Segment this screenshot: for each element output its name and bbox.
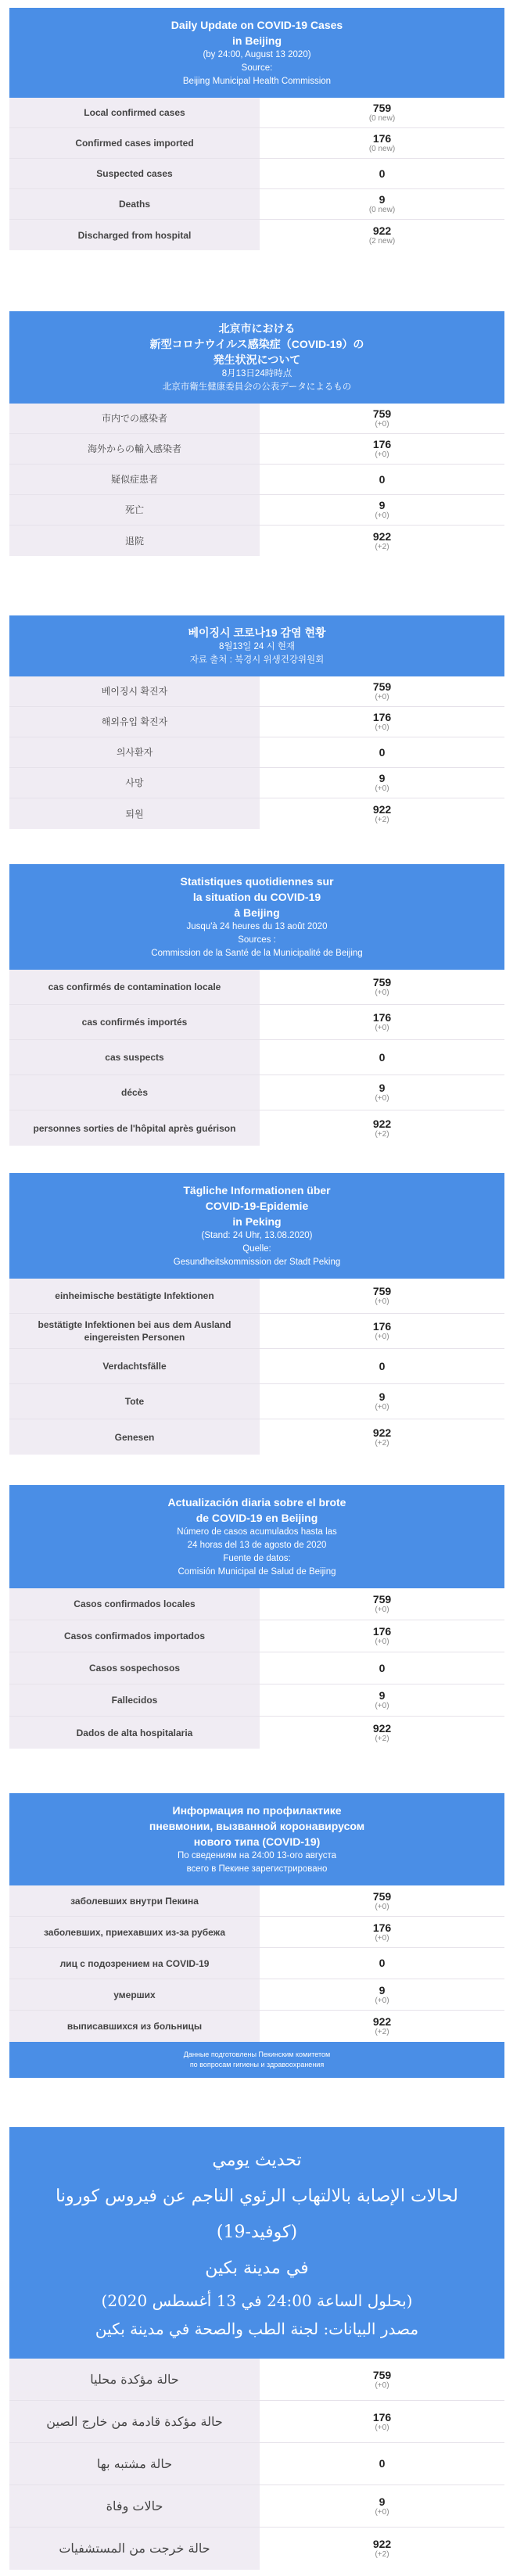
row-value: 176 <box>372 1921 392 1934</box>
table-row <box>9 1588 504 1620</box>
row-delta: (+2) <box>375 2028 389 2036</box>
row-label: décès <box>9 1075 260 1110</box>
row-value-cell <box>260 2443 504 2485</box>
row-value: 176 <box>372 132 392 145</box>
row-value: 759 <box>372 102 392 114</box>
row-delta: (+0) <box>375 1297 389 1306</box>
row-value: 922 <box>372 1117 392 1130</box>
table-row <box>9 2359 504 2401</box>
row-delta: (+0) <box>375 2380 389 2390</box>
card-header <box>9 1485 504 1588</box>
row-value: 176 <box>372 1011 392 1024</box>
table-row <box>9 1717 504 1749</box>
table-row <box>9 2443 504 2485</box>
row-value-cell <box>260 159 504 188</box>
footer-line: Данные подготовлены Пекинским комитетом <box>183 2050 331 2058</box>
header-sub-line: 8月13日24時時点 <box>221 369 292 379</box>
header-sub-line: Gesundheitskommission der Stadt Peking <box>173 1258 341 1267</box>
row-label: حالة مشتبه بها <box>9 2443 260 2485</box>
row-value-cell <box>260 1075 504 1110</box>
table-row <box>9 737 504 768</box>
row-value: 0 <box>379 1957 386 1969</box>
row-value: 759 <box>372 1889 392 1903</box>
row-value-cell <box>260 434 504 464</box>
row-label: Fallecidos <box>9 1684 260 1716</box>
header-title-line: de COVID-19 en Beijing <box>196 1512 318 1524</box>
header-title-line: في مدينة بكين <box>205 2258 309 2278</box>
table-row <box>9 1885 504 1917</box>
table-row <box>9 1040 504 1075</box>
row-delta: (+0) <box>375 784 389 793</box>
header-sub-line: Comisión Municipal de Salud de Beijing <box>178 1567 336 1577</box>
stats-table <box>9 676 504 829</box>
row-delta: (2 new) <box>368 236 396 246</box>
row-value: 0 <box>379 167 386 180</box>
row-delta: (0 new) <box>368 206 396 214</box>
row-value: 759 <box>372 1285 392 1297</box>
table-row <box>9 2401 504 2443</box>
row-delta: (0 new) <box>368 145 396 153</box>
row-value-cell <box>260 737 504 767</box>
row-delta: (+0) <box>375 1638 389 1646</box>
row-label: Deaths <box>9 189 260 219</box>
header-sub-line: Jusqu'à 24 heures du 13 août 2020 <box>186 922 328 931</box>
row-label: 退院 <box>9 526 260 556</box>
row-value: 0 <box>379 745 386 759</box>
row-value: 0 <box>379 1050 386 1064</box>
row-value-cell <box>260 1948 504 1979</box>
row-label: Tote <box>9 1384 260 1419</box>
row-label: Casos confirmados importados <box>9 1620 260 1652</box>
row-delta: (+0) <box>375 1333 389 1341</box>
row-label: einheimische bestätigte Infektionen <box>9 1279 260 1313</box>
table-row <box>9 1314 504 1349</box>
stats-card-ar <box>9 2127 504 2570</box>
row-value-cell <box>260 526 504 556</box>
header-sub-line: Fuente de datos: <box>223 1554 291 1563</box>
row-value-cell <box>260 1314 504 1348</box>
row-value-cell <box>260 1620 504 1652</box>
row-value: 9 <box>379 193 386 206</box>
row-value-cell <box>260 1588 504 1620</box>
header-sub-line: Commission de la Santé de la Municipalité de Beijing <box>151 949 363 958</box>
card-header <box>9 1793 504 1885</box>
row-value-cell <box>260 1684 504 1716</box>
row-label: Genesen <box>9 1419 260 1455</box>
table-row <box>9 1005 504 1040</box>
header-title-line: la situation du COVID-19 <box>192 891 321 903</box>
row-value: 9 <box>379 1082 386 1094</box>
table-row <box>9 1384 504 1419</box>
row-label: выписавшихся из больницы <box>9 2011 260 2042</box>
row-label: Verdachtsfälle <box>9 1349 260 1383</box>
row-label: Discharged from hospital <box>9 220 260 250</box>
header-sub-line: По сведениям на 24:00 13-ого августа <box>177 1851 336 1860</box>
stats-table <box>9 98 504 250</box>
table-row <box>9 1075 504 1110</box>
header-title-line: à Beijing <box>234 906 280 919</box>
table-row <box>9 2485 504 2528</box>
header-title-line: in Peking <box>232 1215 282 1228</box>
row-value-cell <box>260 1419 504 1455</box>
row-value: 0 <box>379 1661 386 1674</box>
row-label: حالة خرجت من المستشفيات <box>9 2528 260 2570</box>
row-label: حالة مؤكدة قادمة من خارج الصين <box>9 2401 260 2442</box>
table-row <box>9 526 504 556</box>
table-row <box>9 2528 504 2570</box>
row-label: cas confirmés de contamination locale <box>9 970 260 1004</box>
header-title-line: 베이징시 코로나19 감염 현황 <box>188 626 326 639</box>
header-sub-line: всего в Пекине зарегистрировано <box>186 1864 328 1874</box>
header-title-line: COVID-19-Epidemie <box>205 1200 309 1212</box>
table-row <box>9 434 504 465</box>
table-row <box>9 768 504 798</box>
table-row <box>9 220 504 250</box>
header-title-line: Daily Update on COVID-19 Cases <box>170 19 343 31</box>
row-delta: (+0) <box>375 1933 389 1943</box>
header-sub-line: Beijing Municipal Health Commission <box>182 77 332 86</box>
row-value: 9 <box>379 1983 386 1997</box>
row-delta: (+0) <box>375 723 389 732</box>
row-label: personnes sorties de l'hôpital après guérison <box>9 1110 260 1146</box>
row-value-cell <box>260 1279 504 1313</box>
table-row <box>9 1279 504 1314</box>
card-header <box>9 2127 504 2359</box>
row-value-cell <box>260 2011 504 2042</box>
header-title-line: 新型コロナウイルス感染症（COVID-19）の <box>149 338 364 350</box>
table-row <box>9 970 504 1005</box>
row-value-cell <box>260 1917 504 1947</box>
header-sub-line: Quelle: <box>242 1244 271 1254</box>
header-title-line: تحديث يومي <box>212 2151 302 2170</box>
row-delta: (+0) <box>375 988 389 997</box>
row-delta: (+0) <box>375 450 389 459</box>
row-value-cell <box>260 1110 504 1146</box>
header-sub-line: (Stand: 24 Uhr, 13.08.2020) <box>201 1231 313 1240</box>
row-delta: (+2) <box>375 2550 389 2559</box>
row-value: 922 <box>372 1721 392 1735</box>
card-header <box>9 864 504 970</box>
row-value: 9 <box>379 1390 386 1403</box>
stats-table <box>9 1279 504 1455</box>
row-value: 9 <box>379 499 386 511</box>
header-sub-line: مصدر البيانات: لجنة الطب والصحة في مدينة بكين <box>95 2319 419 2338</box>
row-label: cas confirmés importés <box>9 1005 260 1039</box>
header-sub-line: 8월13일 24 시 현재 <box>218 642 296 651</box>
row-value: 759 <box>372 976 392 988</box>
header-title-line: нового типа (COVID-19) <box>193 1835 321 1848</box>
table-row <box>9 1979 504 2011</box>
row-label: 海外からの輸入感染者 <box>9 434 260 464</box>
table-row <box>9 98 504 128</box>
row-label: Casos sospechosos <box>9 1652 260 1684</box>
header-title-line: Actualización diaria sobre el brote <box>167 1496 346 1509</box>
row-delta: (+2) <box>375 1129 389 1139</box>
table-row <box>9 1349 504 1384</box>
row-delta: (+2) <box>375 542 389 551</box>
row-value: 922 <box>372 802 392 816</box>
row-label: Casos confirmados locales <box>9 1588 260 1620</box>
row-delta: (+0) <box>375 1606 389 1614</box>
header-title-line: 発生状況について <box>213 353 301 366</box>
table-row <box>9 798 504 829</box>
stats-card-es <box>9 1485 504 1749</box>
row-label: حالات وفاة <box>9 2485 260 2527</box>
row-label: Suspected cases <box>9 159 260 188</box>
row-value: 9 <box>379 1689 386 1702</box>
row-delta: (+2) <box>375 815 389 824</box>
row-delta: (+0) <box>375 1094 389 1103</box>
row-delta: (+0) <box>375 693 389 701</box>
row-value-cell <box>260 707 504 737</box>
row-value: 759 <box>372 680 392 693</box>
header-sub-line: (بحلول الساعة 24:00 في 13 أغسطس 2020) <box>101 2291 413 2310</box>
table-row <box>9 1110 504 1146</box>
row-delta: (+0) <box>375 1702 389 1710</box>
card-header <box>9 311 504 404</box>
header-sub-line: Número de casos acumulados hasta las <box>177 1527 337 1537</box>
row-value-cell <box>260 1384 504 1419</box>
header-sub-line: Sources : <box>238 935 276 945</box>
row-value-cell <box>260 798 504 829</box>
row-label: 사망 <box>9 768 260 798</box>
header-title-line: пневмонии, вызванной коронавирусом <box>149 1820 365 1832</box>
row-value-cell <box>260 1040 504 1075</box>
row-value-cell <box>260 98 504 127</box>
row-delta: (0 new) <box>368 114 396 123</box>
table-row <box>9 159 504 189</box>
row-value-cell <box>260 2401 504 2442</box>
row-value: 759 <box>372 1593 392 1606</box>
row-delta: (+2) <box>375 1438 389 1448</box>
table-row <box>9 495 504 526</box>
header-title-line: in Beijing <box>232 34 282 47</box>
row-label: bestätigte Infektionen bei aus dem Ausland eingereisten Personen <box>9 1314 260 1348</box>
row-value: 176 <box>372 1320 392 1333</box>
row-value-cell <box>260 1885 504 1916</box>
stats-table <box>9 970 504 1146</box>
header-sub-line: Source: <box>241 63 273 73</box>
card-header <box>9 1173 504 1279</box>
table-row <box>9 465 504 495</box>
footer-line: по вопросам гигиены и здравоохранения <box>189 2061 325 2068</box>
row-label: 퇴원 <box>9 798 260 829</box>
table-row <box>9 1652 504 1684</box>
row-value: 9 <box>379 2495 386 2508</box>
row-value-cell <box>260 970 504 1004</box>
card-header <box>9 8 504 98</box>
row-label: cas suspects <box>9 1040 260 1075</box>
row-value: 922 <box>372 2015 392 2028</box>
header-sub-line: 24 horas del 13 de agosto de 2020 <box>187 1541 327 1550</box>
stats-table <box>9 1885 504 2042</box>
row-value: 759 <box>372 2368 392 2381</box>
table-row <box>9 1917 504 1948</box>
row-delta: (+0) <box>375 2423 389 2432</box>
header-title-line: 北京市における <box>218 322 296 335</box>
row-delta: (+0) <box>375 420 389 429</box>
footer-note <box>9 2042 504 2078</box>
row-label: заболевших, приехавших из-за рубежа <box>9 1917 260 1947</box>
row-value-cell <box>260 1349 504 1383</box>
row-label: حالة مؤكدة محليا <box>9 2359 260 2400</box>
row-value: 922 <box>372 224 392 237</box>
stats-card-en <box>9 8 504 250</box>
row-label: Dados de alta hospitalaria <box>9 1717 260 1749</box>
table-row <box>9 1620 504 1652</box>
row-value-cell <box>260 1652 504 1684</box>
table-row <box>9 1419 504 1455</box>
row-label: лиц с подозрением на COVID-19 <box>9 1948 260 1979</box>
row-value-cell <box>260 1717 504 1749</box>
header-title-line: Statistiques quotidiennes sur <box>180 875 334 888</box>
row-value: 759 <box>372 407 392 420</box>
stats-table <box>9 1588 504 1749</box>
header-title-line: لحالات الإصابة بالالتهاب الرئوي الناجم عن فيروس كورونا (كوفيد-19) <box>56 2187 458 2242</box>
row-value-cell <box>260 404 504 433</box>
row-value-cell <box>260 189 504 219</box>
row-label: 해외유입 확진자 <box>9 707 260 737</box>
row-label: Confirmed cases imported <box>9 128 260 158</box>
row-delta: (+0) <box>375 1902 389 1911</box>
row-delta: (+2) <box>375 1734 389 1743</box>
row-value-cell <box>260 465 504 494</box>
row-label: заболевших внутри Пекина <box>9 1885 260 1916</box>
row-value-cell <box>260 128 504 158</box>
row-value: 0 <box>379 1359 386 1372</box>
stats-card-ja <box>9 311 504 556</box>
table-row <box>9 189 504 220</box>
table-row <box>9 1684 504 1717</box>
stats-table <box>9 2359 504 2570</box>
row-value-cell <box>260 220 504 250</box>
card-header <box>9 615 504 676</box>
row-value-cell <box>260 2528 504 2570</box>
table-row <box>9 128 504 159</box>
row-value: 0 <box>379 2457 386 2470</box>
stats-card-fr <box>9 864 504 1146</box>
row-delta: (+0) <box>375 511 389 520</box>
row-delta: (+0) <box>375 1024 389 1032</box>
row-delta: (+0) <box>375 1403 389 1412</box>
header-sub-line: 자료 출처 : 북경시 위생건강위원회 <box>189 655 325 665</box>
row-label: 의사환자 <box>9 737 260 767</box>
row-value: 176 <box>372 1625 392 1638</box>
row-label: Local confirmed cases <box>9 98 260 127</box>
row-delta: (+0) <box>375 1996 389 2005</box>
row-value-cell <box>260 768 504 798</box>
row-label: 疑似症患者 <box>9 465 260 494</box>
row-value-cell <box>260 495 504 525</box>
table-row <box>9 707 504 737</box>
row-value-cell <box>260 1005 504 1039</box>
table-row <box>9 676 504 707</box>
header-sub-line: 北京市衛生健康委員会の公表データによるもの <box>162 382 352 392</box>
row-value: 176 <box>372 438 392 450</box>
row-value: 922 <box>372 529 392 543</box>
row-value: 922 <box>372 1426 392 1439</box>
table-row <box>9 2011 504 2042</box>
row-value: 922 <box>372 2538 392 2550</box>
stats-card-de <box>9 1173 504 1455</box>
row-value-cell <box>260 676 504 706</box>
stats-card-ru <box>9 1793 504 2078</box>
row-value-cell <box>260 2485 504 2527</box>
header-title-line: Информация по профилактике <box>172 1804 342 1817</box>
table-row <box>9 1948 504 1979</box>
row-value-cell <box>260 1979 504 2010</box>
stats-table <box>9 404 504 556</box>
header-sub-line: (by 24:00, August 13 2020) <box>203 50 311 59</box>
row-label: 市内での感染者 <box>9 404 260 433</box>
row-value: 0 <box>379 472 386 486</box>
header-title-line: Tägliche Informationen über <box>183 1184 331 1197</box>
row-label: 베이징시 확진자 <box>9 676 260 706</box>
row-value-cell <box>260 2359 504 2400</box>
row-delta: (+0) <box>375 2507 389 2517</box>
row-value: 176 <box>372 711 392 723</box>
row-label: 死亡 <box>9 495 260 525</box>
row-value: 9 <box>379 772 386 784</box>
stats-card-ko <box>9 615 504 829</box>
row-label: умерших <box>9 1979 260 2010</box>
table-row <box>9 404 504 434</box>
row-value: 176 <box>372 2410 392 2424</box>
